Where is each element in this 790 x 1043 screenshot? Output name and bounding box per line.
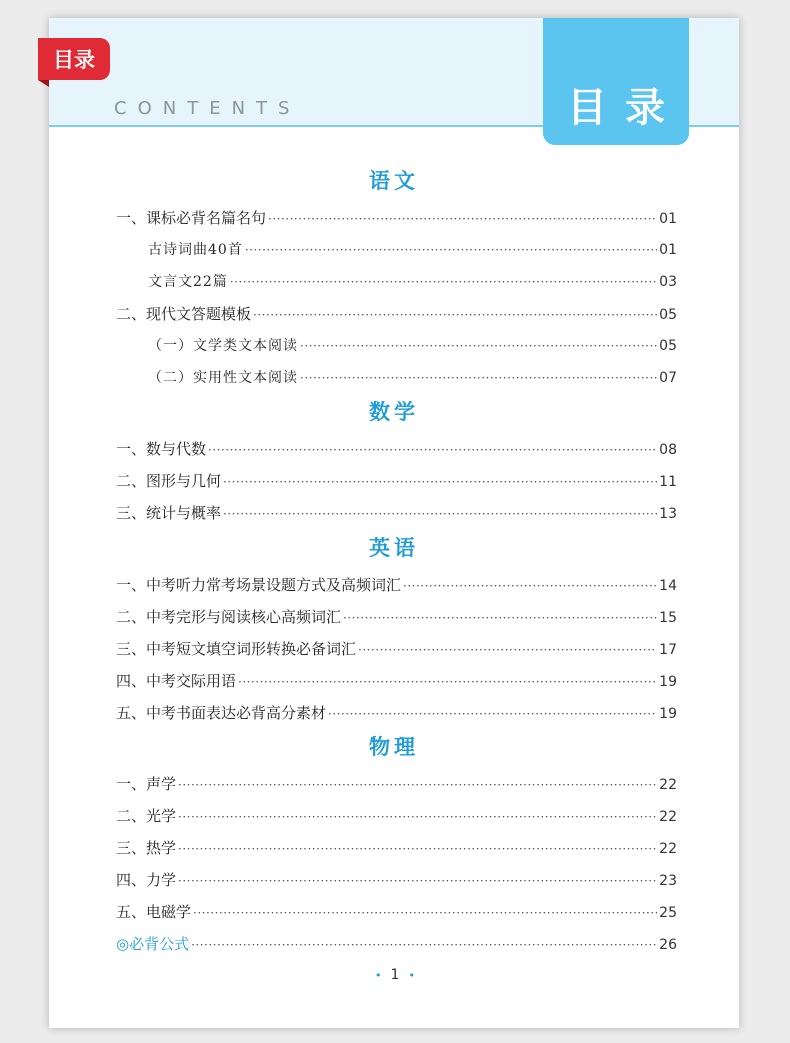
toc-leader-dots (300, 366, 657, 390)
toc-row[interactable] (116, 206, 677, 230)
toc-row[interactable] (116, 437, 677, 461)
toc-row[interactable] (116, 701, 677, 725)
toc-row[interactable] (116, 804, 677, 828)
bullet-dot-icon: • (375, 969, 382, 982)
toc-row[interactable] (116, 573, 677, 597)
toc-label: 五、中考书面表达必背高分素材 (116, 704, 327, 722)
red-catalog-tag: 目录 (38, 38, 110, 80)
toc-label: 二、中考完形与阅读核心高频词汇 (116, 608, 342, 626)
toc-leader-dots (343, 606, 657, 630)
toc-row[interactable] (148, 238, 677, 262)
toc-leader-dots (403, 574, 657, 598)
toc-label: 古诗词曲40首 (148, 242, 243, 258)
toc-page: 22 (659, 809, 677, 825)
toc-label: 一、中考听力常考场景设题方式及高频词汇 (116, 576, 402, 594)
toc-leader-dots (253, 303, 657, 327)
toc-label: 二、图形与几何 (116, 472, 222, 490)
toc-page: 22 (659, 777, 677, 793)
toc-page: 03 (659, 274, 677, 290)
toc-row[interactable] (116, 469, 677, 493)
toc-label: 一、课标必背名篇名句 (116, 209, 267, 227)
toc-leader-dots (223, 470, 657, 494)
toc-leader-dots (191, 933, 657, 957)
toc-page: 22 (659, 841, 677, 857)
toc-label: 一、数与代数 (116, 440, 207, 458)
toc-row[interactable] (116, 772, 677, 796)
toc-leader-dots (208, 438, 657, 462)
toc-page: 07 (659, 370, 677, 386)
toc-leader-dots (178, 837, 657, 861)
toc-label: （二）实用性文本阅读 (148, 370, 298, 386)
toc-row[interactable] (148, 334, 677, 358)
page-title: 目录 (543, 18, 689, 145)
toc-leader-dots (178, 869, 657, 893)
toc-leader-dots (230, 270, 657, 294)
toc-page: 01 (659, 242, 677, 258)
toc-row[interactable] (116, 868, 677, 892)
toc-row[interactable] (116, 302, 677, 326)
toc-page: 17 (659, 642, 677, 658)
toc-leader-dots (300, 334, 657, 358)
toc-page: 23 (659, 873, 677, 889)
toc-row[interactable] (148, 270, 677, 294)
toc-label: 五、电磁学 (116, 903, 192, 921)
toc-leader-dots (178, 805, 657, 829)
section-title-english: 英语 (369, 536, 419, 560)
toc-row[interactable] (116, 900, 677, 924)
section-title-math: 数学 (369, 400, 419, 424)
red-tag-fold (38, 80, 49, 87)
toc-page: 05 (659, 307, 677, 323)
toc-page: 11 (659, 474, 677, 490)
toc-label: 二、现代文答题模板 (116, 305, 252, 323)
section-title-chinese: 语文 (369, 169, 419, 193)
toc-label: 二、光学 (116, 807, 177, 825)
toc-row[interactable] (116, 501, 677, 525)
toc-page: 01 (659, 211, 677, 227)
toc-page: 13 (659, 506, 677, 522)
toc-row[interactable] (148, 366, 677, 390)
toc-label: 三、中考短文填空词形转换必备词汇 (116, 640, 357, 658)
toc-label: 四、中考交际用语 (116, 672, 237, 690)
toc-label: 四、力学 (116, 871, 177, 889)
toc-label: 三、统计与概率 (116, 504, 222, 522)
section-title-physics: 物理 (369, 735, 419, 759)
toc-leader-dots (245, 238, 657, 262)
toc-row-formulas[interactable] (116, 932, 677, 956)
toc-page: 15 (659, 610, 677, 626)
toc-label: 三、热学 (116, 839, 177, 857)
toc-leader-dots (223, 502, 657, 526)
toc-label: 文言文22篇 (148, 274, 228, 290)
toc-page: 19 (659, 674, 677, 690)
toc-row[interactable] (116, 836, 677, 860)
page-number (0, 967, 790, 983)
toc-leader-dots (358, 638, 657, 662)
page-number-value: 1 (390, 967, 400, 983)
toc-leader-dots (328, 702, 657, 726)
toc-row[interactable] (116, 637, 677, 661)
toc-leader-dots (268, 207, 657, 231)
toc-page: 26 (659, 937, 677, 953)
toc-page: 19 (659, 706, 677, 722)
toc-label: （一）文学类文本阅读 (148, 338, 298, 354)
toc-label: ◎必背公式 (116, 935, 190, 953)
toc-leader-dots (238, 670, 657, 694)
toc-row[interactable] (116, 669, 677, 693)
toc-leader-dots (178, 773, 657, 797)
toc-page: 25 (659, 905, 677, 921)
contents-heading: CONTENTS (114, 98, 301, 119)
toc-page: 05 (659, 338, 677, 354)
toc-page: 14 (659, 578, 677, 594)
toc-row[interactable] (116, 605, 677, 629)
toc-label: 一、声学 (116, 775, 177, 793)
toc-leader-dots (193, 901, 657, 925)
bullet-dot-icon: • (408, 969, 415, 982)
toc-page: 08 (659, 442, 677, 458)
